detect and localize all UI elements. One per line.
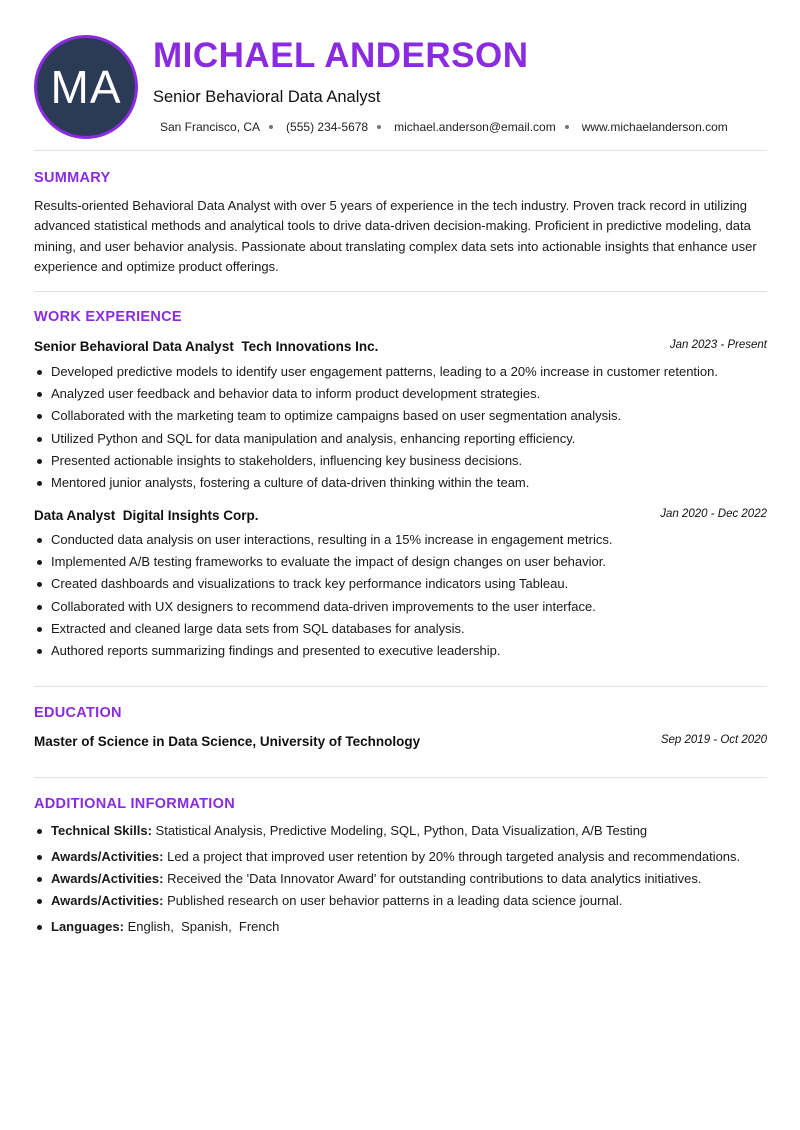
award-label: Awards/Activities: <box>51 849 164 864</box>
contact-bar <box>160 120 728 134</box>
separator-dot <box>565 125 569 129</box>
job-header <box>34 507 767 525</box>
additional-heading: ADDITIONAL INFORMATION <box>34 796 235 812</box>
award-text: Led a project that improved user retention by 20% through targeted analysis and recommendations. <box>167 849 741 864</box>
contact-email[interactable]: michael.anderson@email.com <box>394 120 556 134</box>
list-item <box>34 892 767 910</box>
contact-website[interactable]: www.michaelanderson.com <box>581 120 728 134</box>
list-item <box>34 870 767 888</box>
list-item: Analyzed user feedback and behavior data to inform product development strategies. <box>34 385 767 407</box>
avatar <box>34 35 138 139</box>
list-item <box>34 848 767 866</box>
list-item <box>34 822 767 840</box>
contact-location: San Francisco, CA <box>160 120 261 134</box>
job-role: Senior Behavioral Data Analyst <box>34 339 234 354</box>
divider <box>34 150 767 151</box>
summary-text: Results-oriented Behavioral Data Analyst with over 5 years of experience in the tech industry. Proven track record in utilizing advanced statistical methods and analytical tools to drive data-driven decision-making. Proficient in predictive modeling, data mining, and user behavior analysis. Passionate about translating complex data sets into actionable insights that enhance user experience and optimize product offerings. <box>34 198 757 274</box>
skills-label: Technical Skills: <box>51 823 152 838</box>
list-item: Developed predictive models to identify user engagement patterns, leading to a 20% increase in customer retention. <box>34 363 767 385</box>
list-item: Presented actionable insights to stakeholders, influencing key business decisions. <box>34 452 767 474</box>
job-bullets <box>34 531 767 664</box>
education-degree: Master of Science in Data Science, University of Technology <box>34 734 421 749</box>
contact-phone: (555) 234-5678 <box>286 120 369 134</box>
avatar-initials: MA <box>50 61 122 113</box>
language-item: , French <box>228 919 279 934</box>
summary-heading: SUMMARY <box>34 170 111 186</box>
list-item: Created dashboards and visualizations to track key performance indicators using Tableau. <box>34 575 767 597</box>
job-header <box>34 338 767 356</box>
award-text: Received the 'Data Innovator Award' for outstanding contributions to data analytics initiatives. <box>167 871 702 886</box>
list-item: Mentored junior analysts, fostering a culture of data-driven thinking within the team. <box>34 474 767 496</box>
skills-text: Statistical Analysis, Predictive Modeling, SQL, Python, Data Visualization, A/B Testing <box>155 823 648 838</box>
languages-label: Languages: <box>51 919 124 934</box>
list-item: Extracted and cleaned large data sets from SQL databases for analysis. <box>34 620 767 642</box>
candidate-title: Senior Behavioral Data Analyst <box>153 88 381 106</box>
education-entry <box>34 733 767 751</box>
education-dates: Sep 2019 - Oct 2020 <box>660 734 767 746</box>
list-item: Conducted data analysis on user interactions, resulting in a 15% increase in engagement metrics. <box>34 531 767 553</box>
list-item: Implemented A/B testing frameworks to evaluate the impact of design changes on user behavior. <box>34 553 767 575</box>
candidate-name: MICHAEL ANDERSON <box>153 36 529 75</box>
list-item <box>34 918 767 936</box>
list-item: Utilized Python and SQL for data manipulation and analysis, enhancing reporting efficiency. <box>34 430 767 452</box>
additional-list <box>34 822 767 936</box>
job-bullets <box>34 363 767 496</box>
award-label: Awards/Activities: <box>51 893 164 908</box>
job-role: Data Analyst <box>34 508 116 523</box>
separator-dot <box>269 125 273 129</box>
separator-dot <box>377 125 381 129</box>
job-dates: Jan 2023 - Present <box>669 339 767 351</box>
award-text: Published research on user behavior patterns in a leading data science journal. <box>167 893 623 908</box>
list-item: Authored reports summarizing findings and presented to executive leadership. <box>34 642 767 664</box>
divider <box>34 777 767 778</box>
education-heading: EDUCATION <box>34 705 122 721</box>
job-company: Tech Innovations Inc. <box>241 339 379 354</box>
language-item: English <box>127 919 171 934</box>
experience-heading: WORK EXPERIENCE <box>34 309 182 325</box>
job-company: Digital Insights Corp. <box>122 508 259 523</box>
divider <box>34 686 767 687</box>
language-item: , Spanish <box>170 919 228 934</box>
job-dates: Jan 2020 - Dec 2022 <box>660 508 767 520</box>
divider <box>34 291 767 292</box>
award-label: Awards/Activities: <box>51 871 164 886</box>
list-item: Collaborated with the marketing team to optimize campaigns based on user segmentation analysis. <box>34 407 767 429</box>
list-item: Collaborated with UX designers to recommend data-driven improvements to the user interface. <box>34 598 767 620</box>
